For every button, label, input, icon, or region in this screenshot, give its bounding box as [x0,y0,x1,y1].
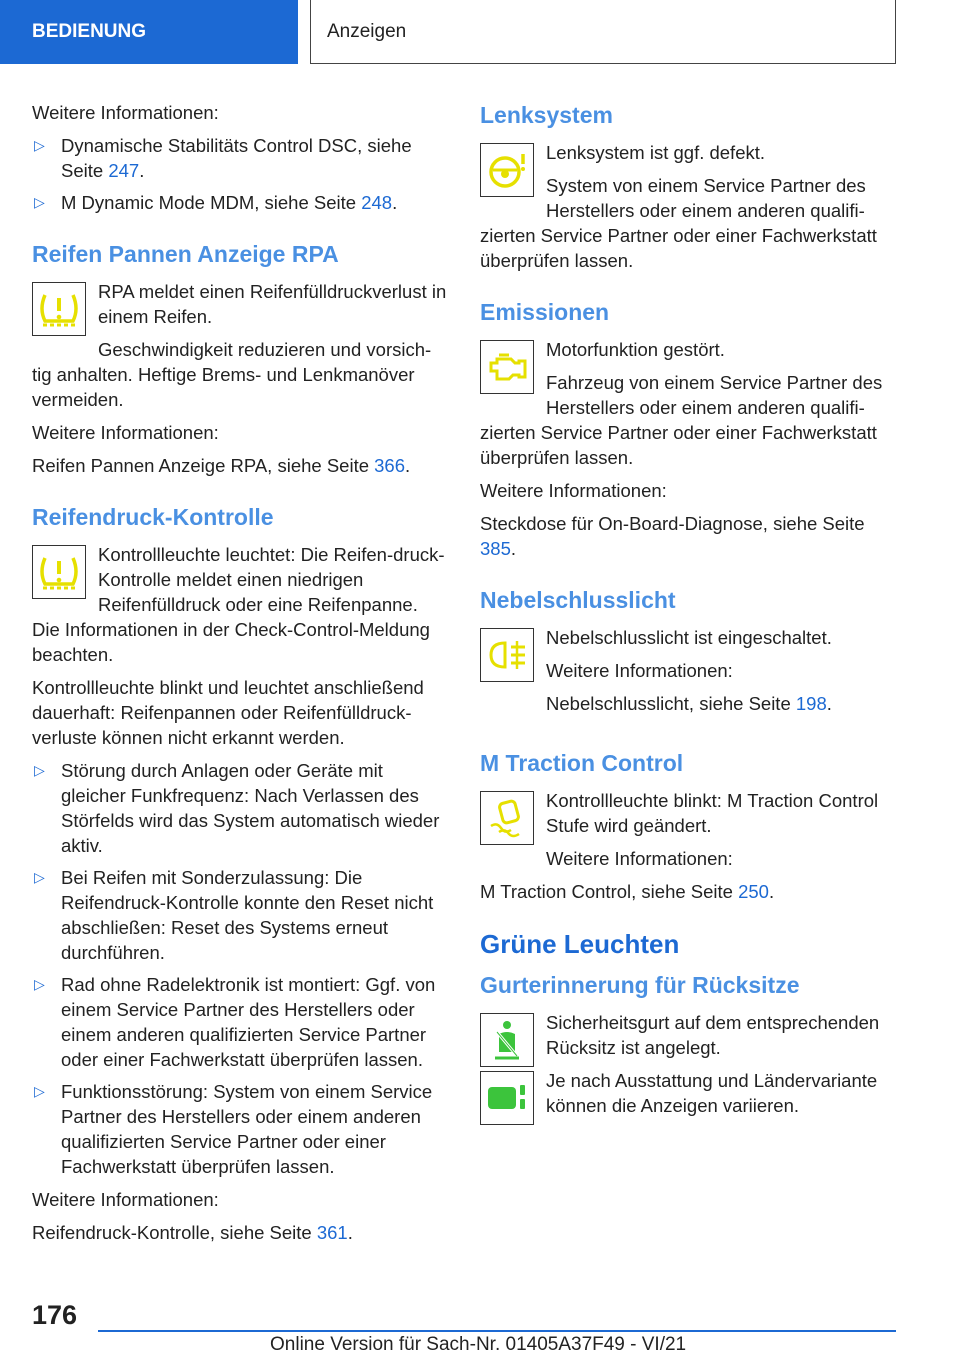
triangle-bullet-icon: ▷ [34,869,45,885]
indicator-nebelschlusslicht [480,625,898,724]
page-link[interactable]: 366 [374,455,406,476]
indicator-gurterinnerung [480,1010,898,1068]
text: Lenksystem ist ggf. defekt. [546,142,766,163]
tire-pressure-warning-icon [32,545,86,599]
text: RPA meldet einen Reifenfülldruckverlust in einem Reifen. [98,281,447,327]
triangle-bullet-icon: ▷ [34,762,45,778]
seatbelt-icon [480,1013,534,1067]
page-link[interactable]: 247 [108,160,140,181]
text: Nebelschlusslicht ist eingeschaltet. [546,627,832,648]
page-title: Anzeigen [327,20,407,42]
page-link[interactable]: 198 [795,693,827,714]
triangle-bullet-icon: ▷ [34,194,45,210]
section-heading-m-traction-control: M Traction Control [480,750,684,776]
triangle-bullet-icon: ▷ [34,137,45,153]
list-item: ▷ Bei Reifen mit Sonderzulassung: Die Reifendruck-Kontrolle konnte den Reset nicht abschließen: Reset des Systems erneut durchführen. [34,867,434,963]
text: Weitere Informationen: [32,422,219,443]
engine-warning-icon [480,340,534,394]
indicator-rdc [32,542,450,617]
reference: M Traction Control, siehe Seite 250. [480,881,775,902]
text: Kontrollleuchte blinkt und leuchtet anschließend dauerhaft: Reifenpannen oder Reifenfülldruck-verluste können nicht erkannt werden. [32,677,424,748]
text: zierten Service Partner oder einer Fachwerkstatt überprüfen lassen. [480,225,877,271]
indicator-m-traction-control [480,788,898,879]
section-heading-nebelschlusslicht: Nebelschlusslicht [480,587,676,613]
list-item: ▷ M Dynamic Mode MDM, siehe Seite 248. [34,192,398,213]
intro-list [32,133,450,215]
page-link[interactable]: 361 [316,1222,348,1243]
indicator-lenksystem [480,140,898,223]
text: Geschwindigkeit reduzieren und vorsich- [98,339,432,360]
text: Je nach Ausstattung und Ländervariante können die Anzeigen variieren. [546,1070,878,1116]
text: Die Informationen in der Check-Control-Meldung beachten. [32,619,430,665]
triangle-bullet-icon: ▷ [34,976,45,992]
page-link[interactable]: 250 [738,881,769,902]
section-heading-rdc: Reifendruck-Kontrolle [32,504,274,530]
intro-label: Weitere Informationen: [32,102,219,123]
indicator-ruecksitz [480,1068,898,1126]
text: tig anhalten. Heftige Brems- und Lenkmanöver vermeiden. [32,364,415,410]
section-heading-lenksystem: Lenksystem [480,102,613,128]
reference: Reifendruck-Kontrolle, siehe Seite 361. [32,1222,353,1243]
text: Weitere Informationen: [546,848,733,869]
list-item: ▷ Rad ohne Radelektronik ist montiert: Ggf. von einem Service Partner des Herstellers oder einem anderen qualifizierten Service Partner oder einer Fachwerkstatt überprüfen lassen. [34,974,436,1070]
header-section [0,0,298,64]
list-item: ▷ Störung durch Anlagen oder Geräte mit gleicher Funkfrequenz: Nach Verlassen des Störfelds wird das System automatisch wieder aktiv. [34,760,440,856]
text: System von einem Service Partner des Herstellers oder einem anderen qualifi- [546,175,866,221]
header-title [310,0,896,64]
right-column [480,100,898,1126]
section-heading-gruene-leuchten: Grüne Leuchten [480,929,680,959]
rear-seat-status-icon [480,1071,534,1125]
text: Sicherheitsgurt auf dem entsprechenden Rücksitz ist angelegt. [546,1012,880,1058]
indicator-emissionen [480,337,898,420]
text: Weitere Informationen: [32,1189,219,1210]
text: Kontrollleuchte leuchtet: Die Reifen-druck-Kontrolle meldet einen niedrigen Reifenfülldruck oder eine Reifenpanne. [98,544,445,615]
text: Fahrzeug von einem Service Partner des Herstellers oder einem anderen qualifi- [546,372,883,418]
section-heading-emissionen: Emissionen [480,299,610,325]
footer-divider [98,1330,896,1332]
list-item: ▷ Funktionsstörung: System von einem Service Partner des Herstellers oder einem anderen qualifizierten Service Partner oder einer Fachwerkstatt überprüfen lassen. [34,1081,433,1177]
rear-fog-light-icon [480,628,534,682]
page-link[interactable]: 385 [480,538,511,559]
reference: Reifen Pannen Anzeige RPA, siehe Seite 366. [32,455,411,476]
list-item: ▷ Dynamische Stabilitäts Control DSC, siehe Seite 247. [34,135,412,181]
rdc-list [32,758,450,1179]
page-link[interactable]: 248 [361,192,393,213]
page-number: 176 [32,1300,78,1330]
steering-wheel-warning-icon [480,143,534,197]
text: Motorfunktion gestört. [546,339,725,360]
section-heading-gurterinnerung: Gurterinnerung für Rücksitze [480,972,800,998]
reference: Nebelschlusslicht, siehe Seite 198. [546,693,832,714]
tire-pressure-warning-icon [32,282,86,336]
indicator-rpa [32,279,450,362]
traction-control-icon [480,791,534,845]
reference: Steckdose für On-Board-Diagnose, siehe Seite 385. [480,513,865,559]
left-column [32,100,450,1253]
text: Weitere Informationen: [480,480,667,501]
section-heading-rpa: Reifen Pannen Anzeige RPA [32,241,339,267]
text: Weitere Informationen: [546,660,733,681]
section-label: BEDIENUNG [32,21,147,42]
text: zierten Service Partner oder einer Fachwerkstatt überprüfen lassen. [480,422,877,468]
footer-text: Online Version für Sach-Nr. 01405A37F49 - VI/21 [270,1334,687,1355]
text: Kontrollleuchte blinkt: M Traction Control Stufe wird geändert. [546,790,879,836]
triangle-bullet-icon: ▷ [34,1083,45,1099]
